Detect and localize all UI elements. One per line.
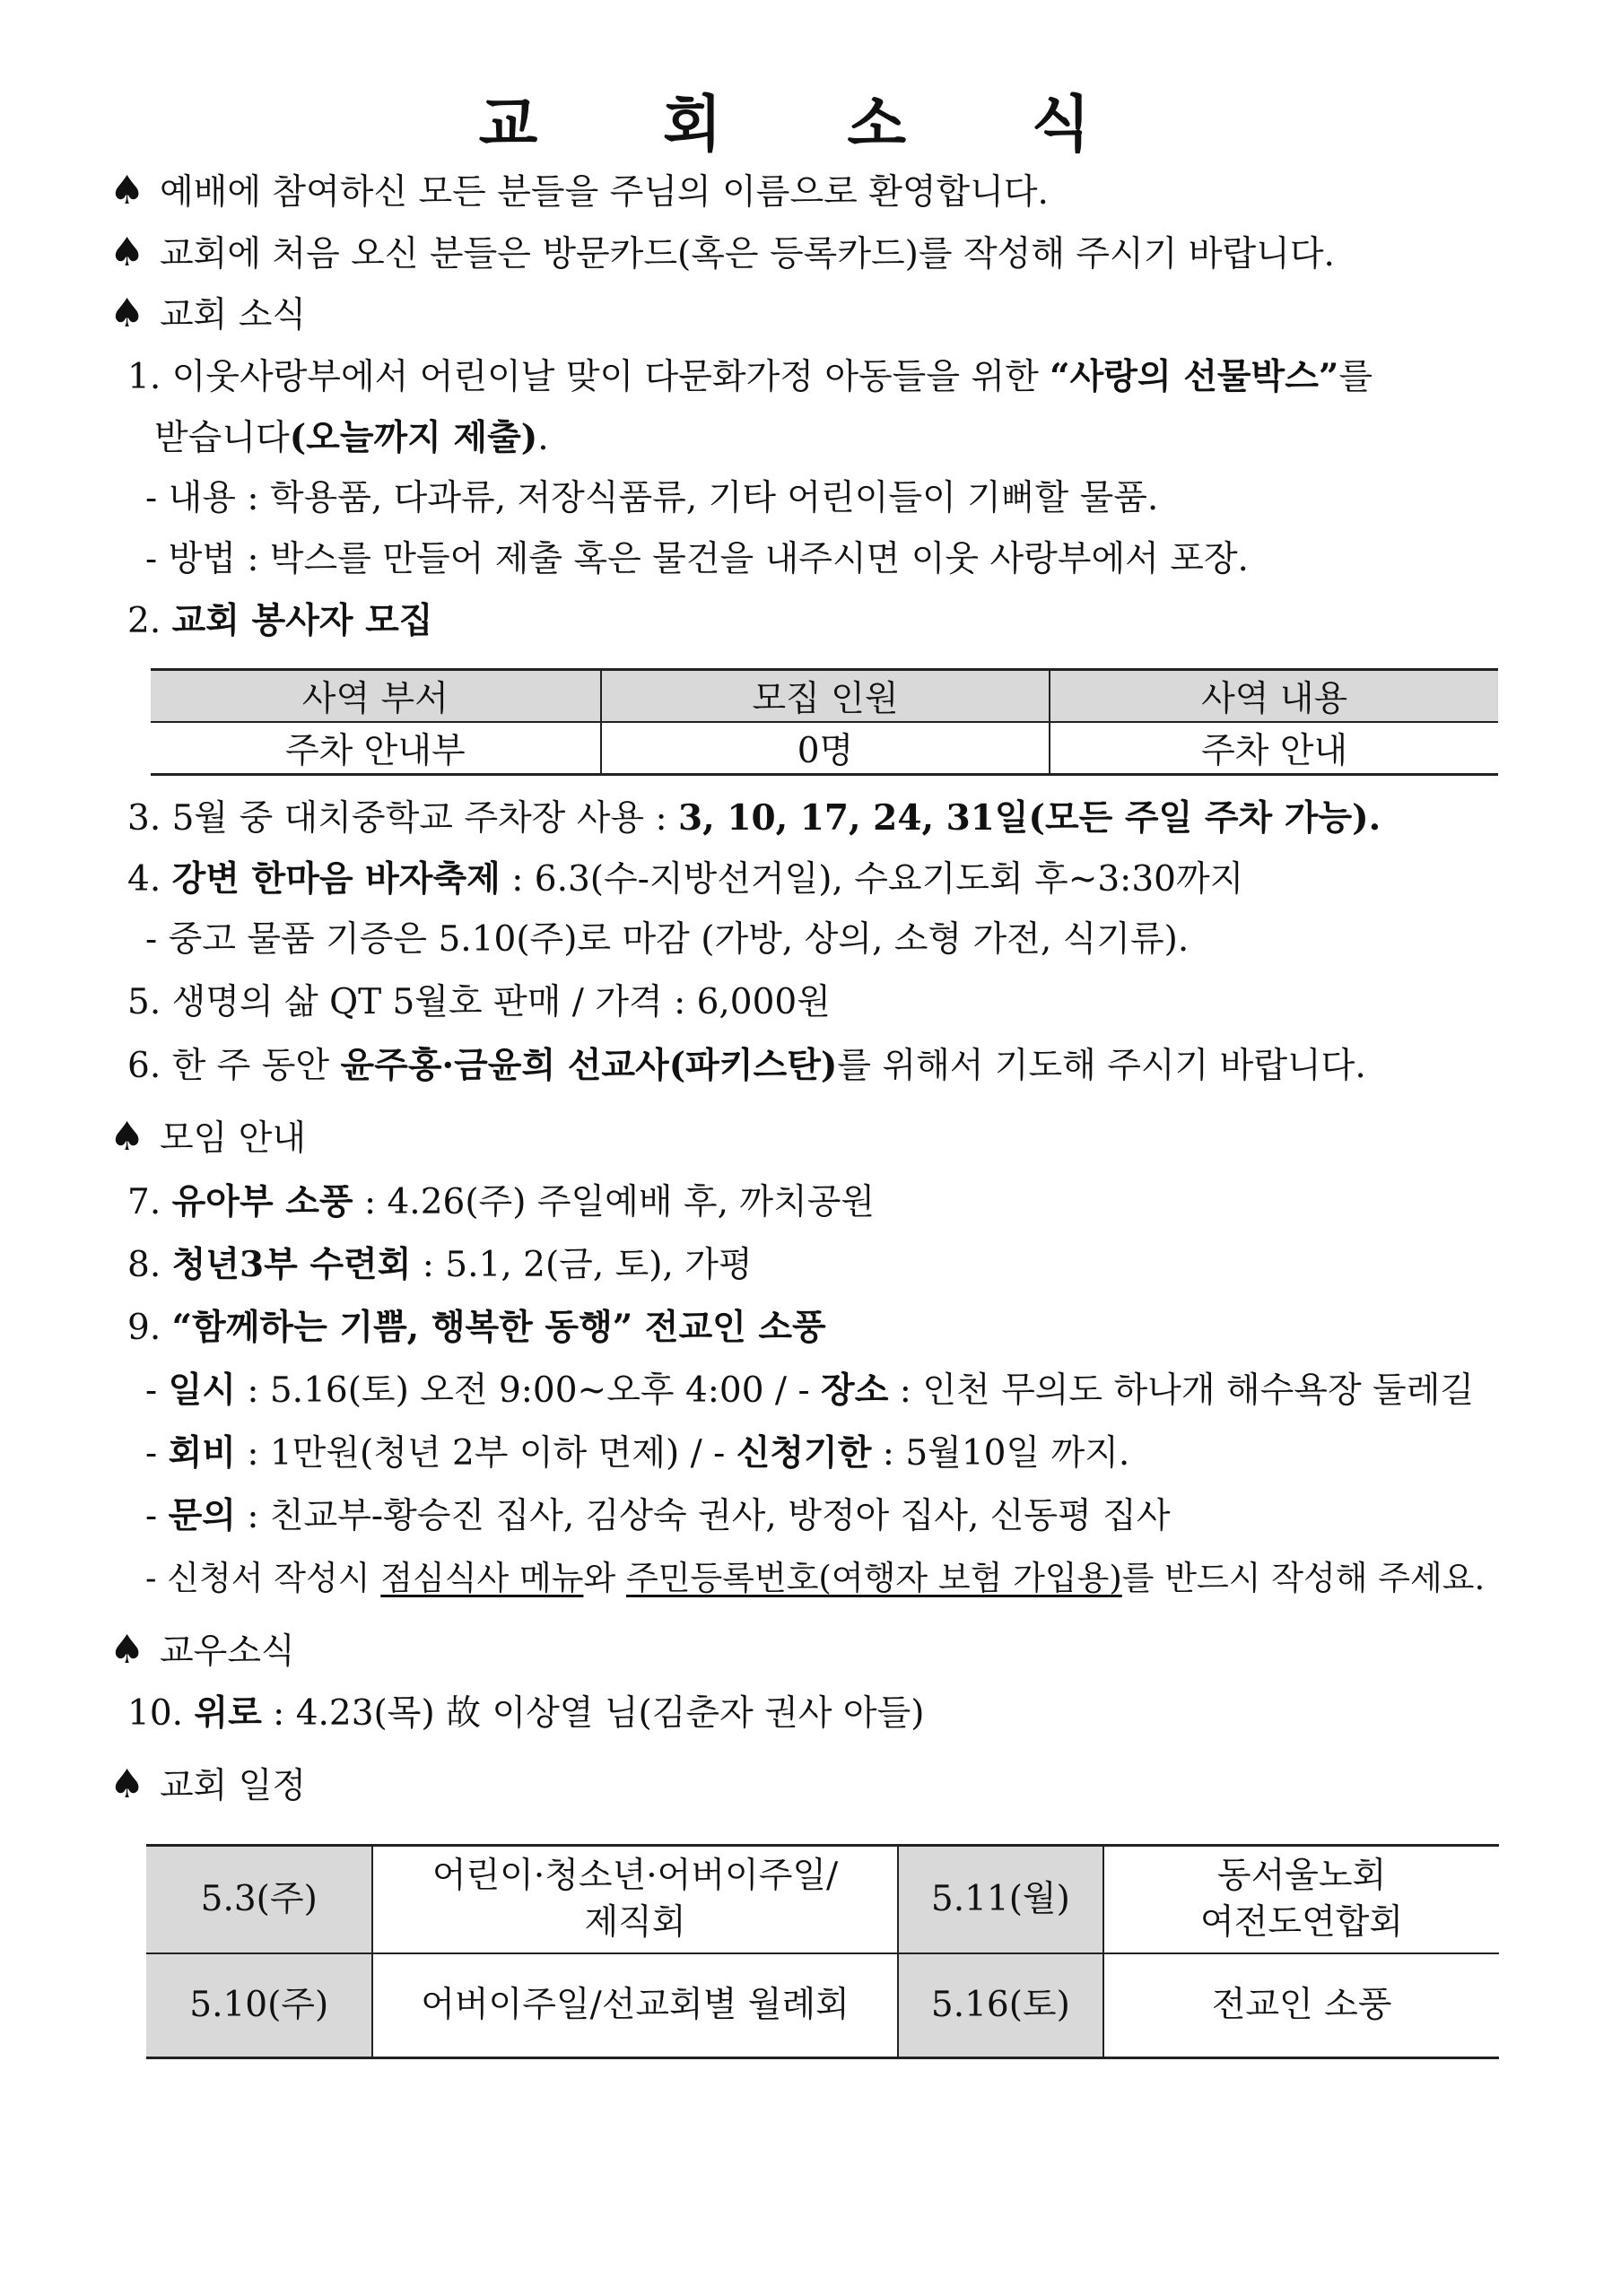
schedule-event: 동서울노회 여전도연합회 xyxy=(1103,1846,1499,1954)
schedule-date: 5.16(토) xyxy=(898,1953,1104,2058)
meeting-item-9: 9. “함께하는 기쁨, 행복한 동행” 전교인 소풍 xyxy=(127,1307,826,1348)
spade-icon: ♠ xyxy=(109,1761,145,1807)
welcome-line-1: ♠ 예배에 참여하신 모든 분들을 주님의 이름으로 환영합니다. xyxy=(109,166,1049,218)
member-item-10: 10. 위로 : 4.23(목) 故 이상열 님(김춘자 권사 아들) xyxy=(127,1692,925,1734)
schedule-table xyxy=(146,1844,1499,2059)
table-row xyxy=(146,1953,1499,2058)
news-item-1-content: - 내용 : 학용품, 다과류, 저장식품류, 기타 어린이들이 기뻐할 물품. xyxy=(145,478,1159,518)
table-row xyxy=(151,722,1498,775)
spade-icon: ♠ xyxy=(109,1627,145,1673)
news-item-1-cont: 받습니다(오늘까지 제출). xyxy=(154,417,549,458)
meeting-item-9-note: - 신청서 작성시 점심식사 메뉴와 주민등록번호(여행자 보험 가입용)를 반드시 작성해 주세요. xyxy=(145,1559,1486,1597)
meeting-item-9-contact: - 문의 : 친교부-황승진 집사, 김상숙 권사, 방정아 집사, 신동평 집사 xyxy=(145,1495,1171,1536)
news-item-3: 3. 5월 중 대치중학교 주차장 사용 : 3, 10, 17, 24, 31일(모든 주일 주차 가능). xyxy=(127,797,1381,839)
table-cell: 0명 xyxy=(601,722,1050,775)
table-header: 모집 인원 xyxy=(601,670,1050,723)
schedule-date: 5.11(월) xyxy=(898,1846,1104,1954)
news-item-2: 2. 교회 봉사자 모집 xyxy=(127,600,433,641)
meeting-item-8: 8. 청년3부 수련회 : 5.1, 2(금, 토), 가평 xyxy=(127,1244,753,1285)
schedule-date: 5.10(주) xyxy=(146,1953,372,2058)
meeting-item-9-date-place: - 일시 : 5.16(토) 오전 9:00~오후 4:00 / - 장소 : 인천 무의도 하나개 해수욕장 둘레길 xyxy=(145,1370,1475,1411)
schedule-event: 어린이·청소년·어버이주일/ 제직회 xyxy=(372,1846,897,1954)
section-header-schedule: ♠ 교회 일정 xyxy=(109,1760,306,1812)
spade-icon: ♠ xyxy=(109,168,145,213)
spade-icon: ♠ xyxy=(109,230,145,275)
news-item-1: 1. 이웃사랑부에서 어린이날 맞이 다문화가정 아동들을 위한 “사랑의 선물박스”를 xyxy=(127,356,1373,397)
section-header-meeting: ♠ 모임 안내 xyxy=(109,1112,306,1164)
news-item-1-method: - 방법 : 박스를 만들어 제출 혹은 물건을 내주시면 이웃 사랑부에서 포장. xyxy=(145,539,1249,579)
page-title: 교 회 소 식 xyxy=(478,90,1143,161)
schedule-event: 어버이주일/선교회별 월례회 xyxy=(372,1953,897,2058)
schedule-date: 5.3(주) xyxy=(146,1846,372,1954)
news-item-4: 4. 강변 한마음 바자축제 : 6.3(수-지방선거일), 수요기도회 후~3:30까지 xyxy=(127,858,1244,900)
table-row xyxy=(146,1846,1499,1954)
section-header-news: ♠ 교회 소식 xyxy=(109,289,306,341)
table-cell: 주차 안내부 xyxy=(151,722,601,775)
table-cell: 주차 안내 xyxy=(1050,722,1498,775)
news-item-5: 5. 생명의 삶 QT 5월호 판매 / 가격 : 6,000원 xyxy=(127,982,831,1022)
spade-icon: ♠ xyxy=(109,291,145,336)
welcome-line-2: ♠ 교회에 처음 오신 분들은 방문카드(혹은 등록카드)를 작성해 주시기 바랍니다. xyxy=(109,228,1335,280)
news-item-4-sub: - 중고 물품 기증은 5.10(주)로 마감 (가방, 상의, 소형 가전, 식기류). xyxy=(145,919,1190,960)
meeting-item-9-fee: - 회비 : 1만원(청년 2부 이하 면제) / - 신청기한 : 5월10일 까지. xyxy=(145,1432,1130,1474)
schedule-event: 전교인 소풍 xyxy=(1103,1953,1499,2058)
table-header: 사역 내용 xyxy=(1050,670,1498,723)
meeting-item-7: 7. 유아부 소풍 : 4.26(주) 주일예배 후, 까치공원 xyxy=(127,1181,876,1222)
section-header-members: ♠ 교우소식 xyxy=(109,1625,295,1677)
table-header: 사역 부서 xyxy=(151,670,601,723)
news-item-6: 6. 한 주 동안 윤주홍·금윤희 선교사(파키스탄)를 위해서 기도해 주시기 바랍니다. xyxy=(127,1045,1366,1086)
table-header-row xyxy=(151,670,1498,723)
spade-icon: ♠ xyxy=(109,1114,145,1160)
volunteer-table xyxy=(151,668,1498,776)
